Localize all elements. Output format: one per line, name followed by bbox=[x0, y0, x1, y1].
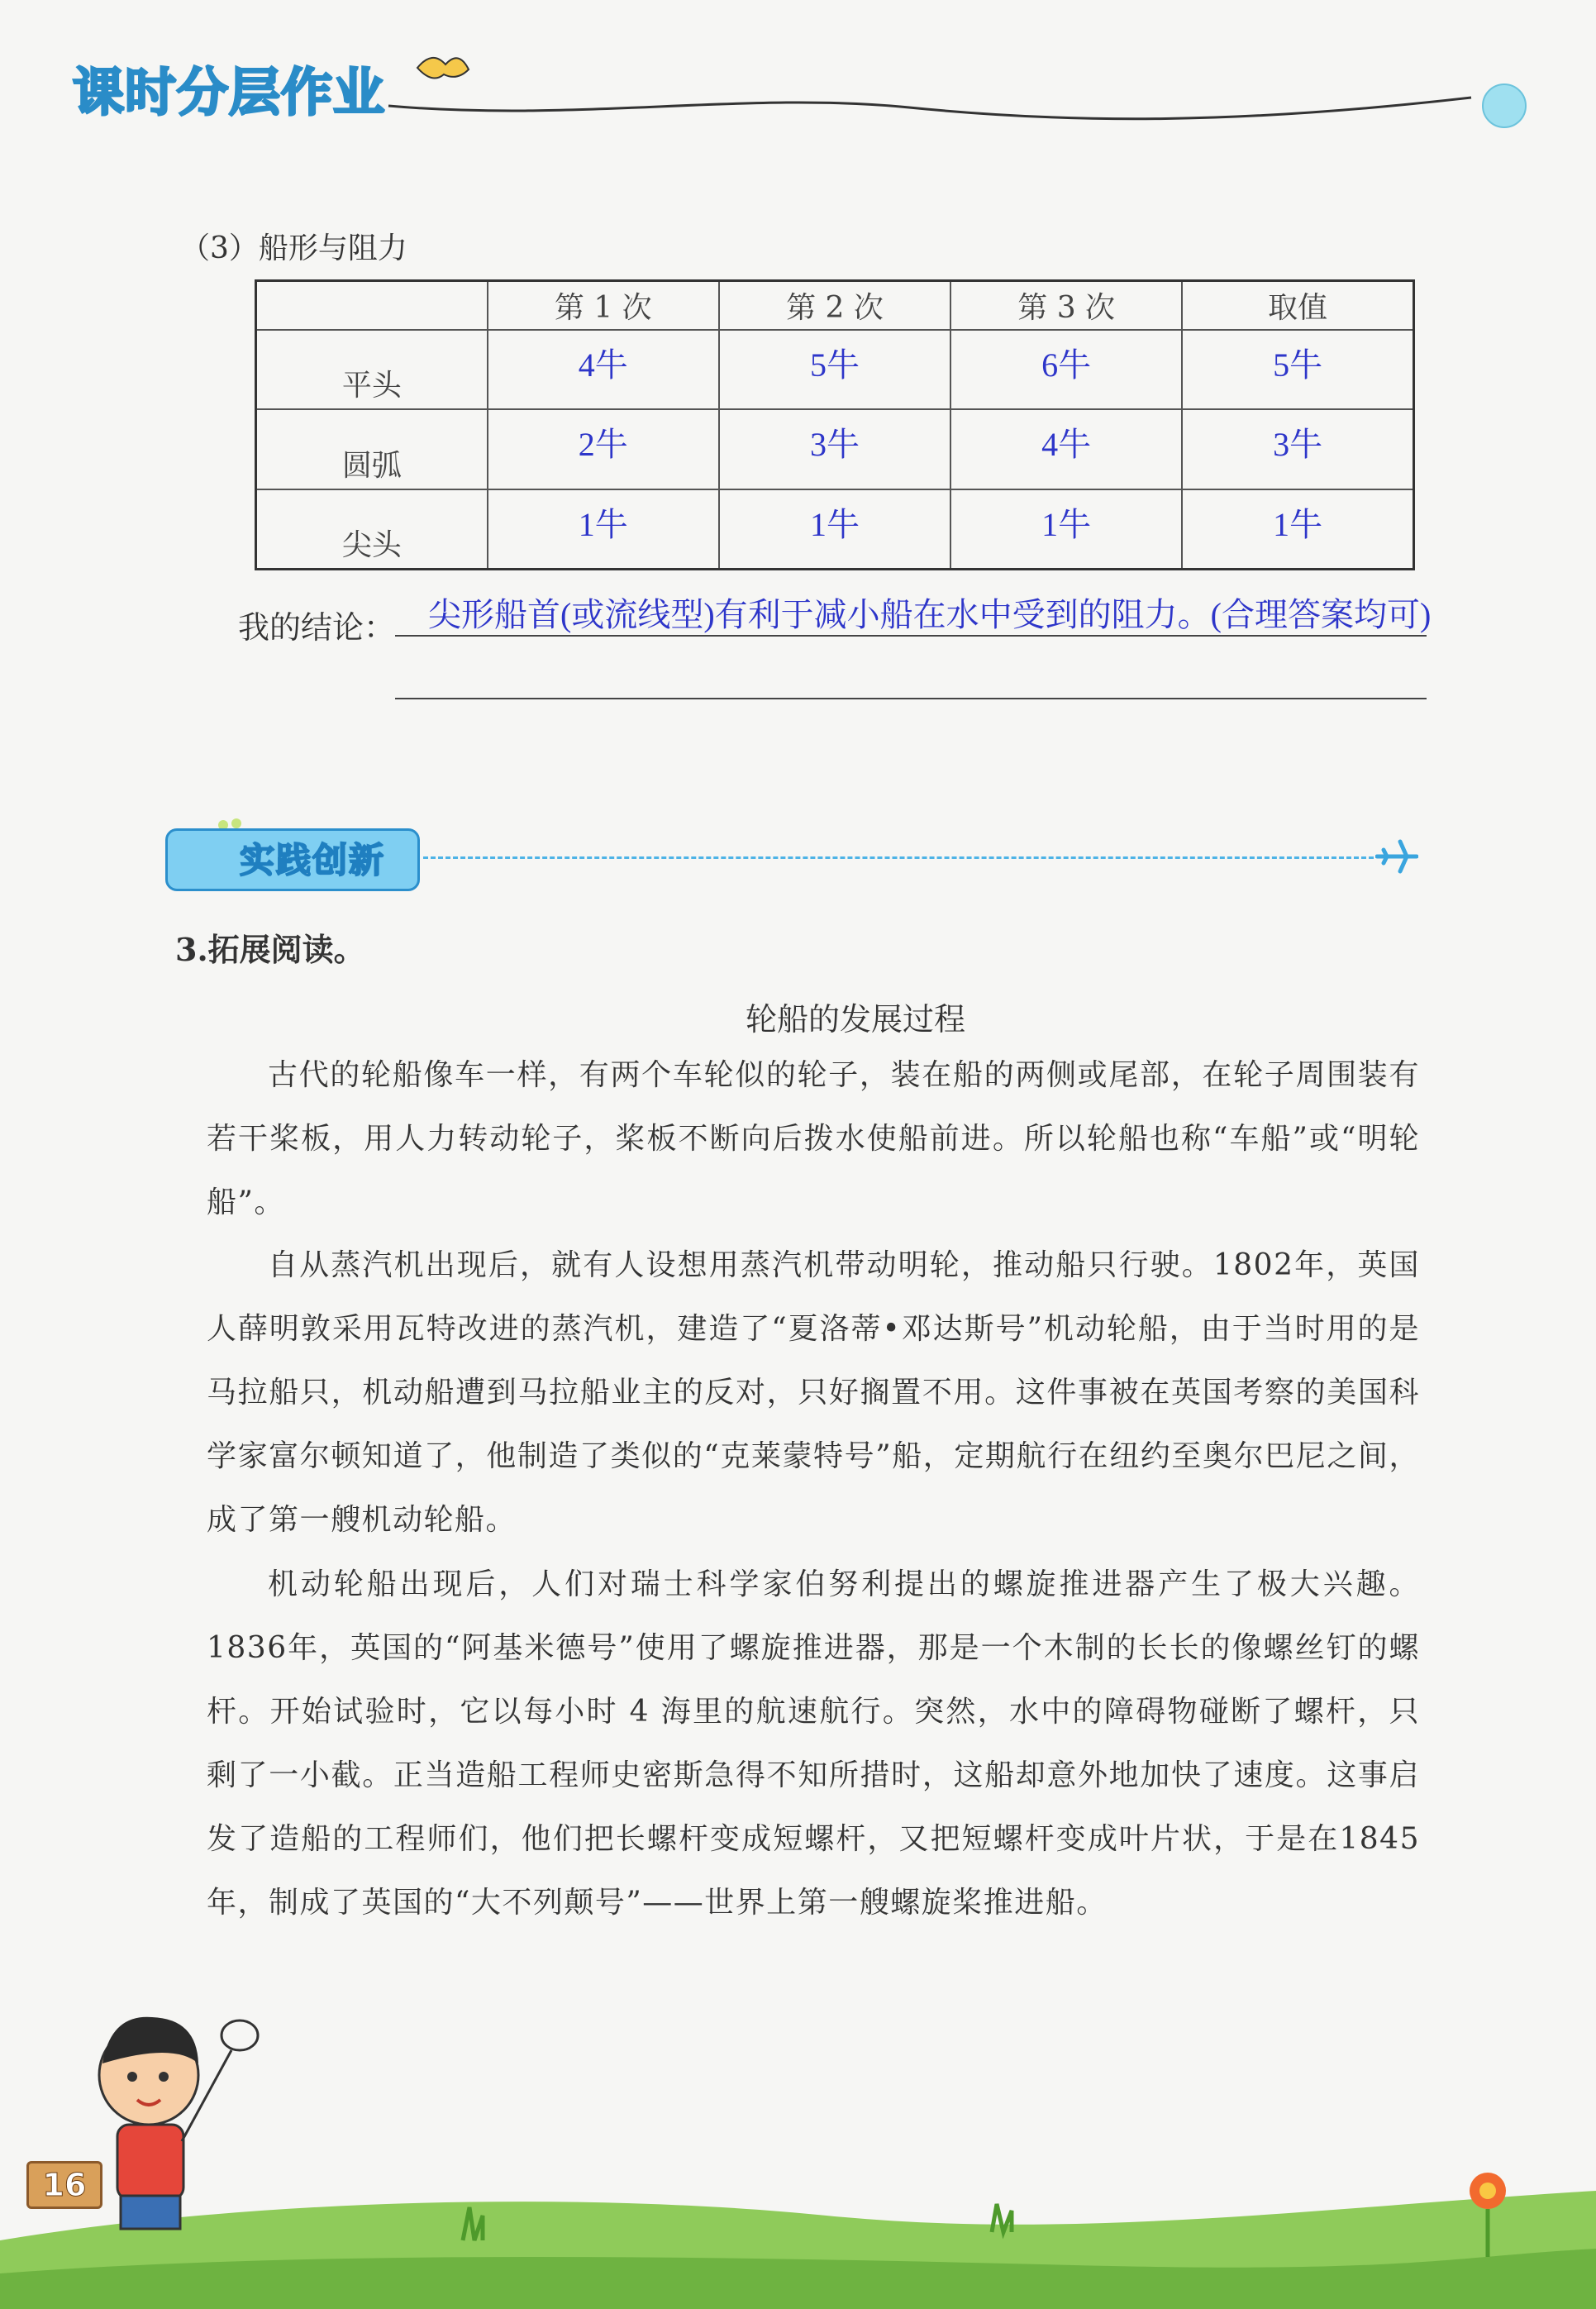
answer-cell: 3牛 bbox=[1182, 409, 1413, 489]
conclusion-answer: 尖形船首(或流线型)有利于减小船在水中受到的阻力。(合理答案均可) bbox=[428, 596, 1432, 633]
question-label: 3.拓展阅读。 bbox=[175, 931, 365, 968]
column-header: 第 1 次 bbox=[488, 281, 719, 330]
table-row bbox=[256, 330, 1414, 409]
row-header: 圆弧 bbox=[256, 409, 488, 489]
row-header: 平头 bbox=[256, 330, 488, 409]
conclusion-label: 我的结论： bbox=[238, 609, 396, 646]
table-corner-cell bbox=[256, 281, 488, 330]
answer-cell: 1牛 bbox=[1182, 489, 1413, 570]
reading-paragraph: 机动轮船出现后，人们对瑞士科学家伯努利提出的螺旋推进器产生了极大兴趣。1836年，英国的“阿基米德号”使用了螺旋推进器，那是一个木制的长长的像螺丝钉的螺杆。开始试验时，它以每小时 4 海里的航速航行。突然，水中的障碍物碰断了螺杆，只剩了一小截。正当造船工程师史密斯急得不知所措时，这船却意外地加快了速度。这事启发了造船的工程师们，他们把长螺杆变成短螺杆，又把短螺杆变成叶片状，于是在1845 年，制成了英国的“大不列颠号”——世界上第一艘螺旋桨推进船。 bbox=[207, 1567, 1420, 1920]
dashed-divider bbox=[423, 856, 1374, 859]
boy-illustration bbox=[66, 1984, 281, 2265]
table-row bbox=[256, 489, 1414, 570]
reading-paragraph: 自从蒸汽机出现后，就有人设想用蒸汽机带动明轮，推动船只行驶。1802年，英国人薛明敦采用瓦特改进的蒸汽机，建造了“夏洛蒂•邓达斯号”机动轮船，由于当时用的是马拉船只，机动船遭到马拉船业主的反对，只好搁置不用。这件事被在英国考察的美国科学家富尔顿知道了，他制造了类似的“克莱蒙特号”船，定期航行在纽约至奥尔巴尼之间，成了第一艘机动轮船。 bbox=[207, 1248, 1420, 1537]
page-number: 16 bbox=[26, 2161, 102, 2209]
column-header: 取值 bbox=[1182, 281, 1413, 330]
row-header: 尖头 bbox=[256, 489, 488, 570]
answer-cell: 2牛 bbox=[488, 409, 719, 489]
reading-paragraph: 古代的轮船像车一样，有两个车轮似的轮子，装在船的两侧或尾部，在轮子周围装有若干桨板，用人力转动轮子，桨板不断向后拨水使船前进。所以轮船也称“车船”或“明轮船”。 bbox=[207, 1058, 1420, 1219]
answer-cell: 4牛 bbox=[488, 330, 719, 409]
answer-cell: 5牛 bbox=[719, 330, 950, 409]
column-header: 第 3 次 bbox=[950, 281, 1182, 330]
reading-title: 轮船的发展过程 bbox=[745, 1001, 965, 1038]
table-row bbox=[256, 409, 1414, 489]
table-header-row bbox=[256, 281, 1414, 330]
answer-line bbox=[395, 698, 1427, 699]
answer-line bbox=[395, 635, 1427, 637]
header-title: 课时分层作业 bbox=[73, 62, 386, 122]
answer-cell: 1牛 bbox=[719, 489, 950, 570]
answer-cell: 5牛 bbox=[1182, 330, 1413, 409]
column-header: 第 2 次 bbox=[719, 281, 950, 330]
answer-cell: 4牛 bbox=[950, 409, 1182, 489]
table-section-label: （3）船形与阻力 bbox=[180, 231, 407, 265]
resistance-table bbox=[255, 279, 1415, 570]
answer-cell: 3牛 bbox=[719, 409, 950, 489]
answer-cell: 1牛 bbox=[950, 489, 1182, 570]
section-banner-title: 实践创新 bbox=[240, 840, 386, 880]
answer-cell: 1牛 bbox=[488, 489, 719, 570]
answer-cell: 6牛 bbox=[950, 330, 1182, 409]
airplane-icon bbox=[1375, 838, 1418, 875]
